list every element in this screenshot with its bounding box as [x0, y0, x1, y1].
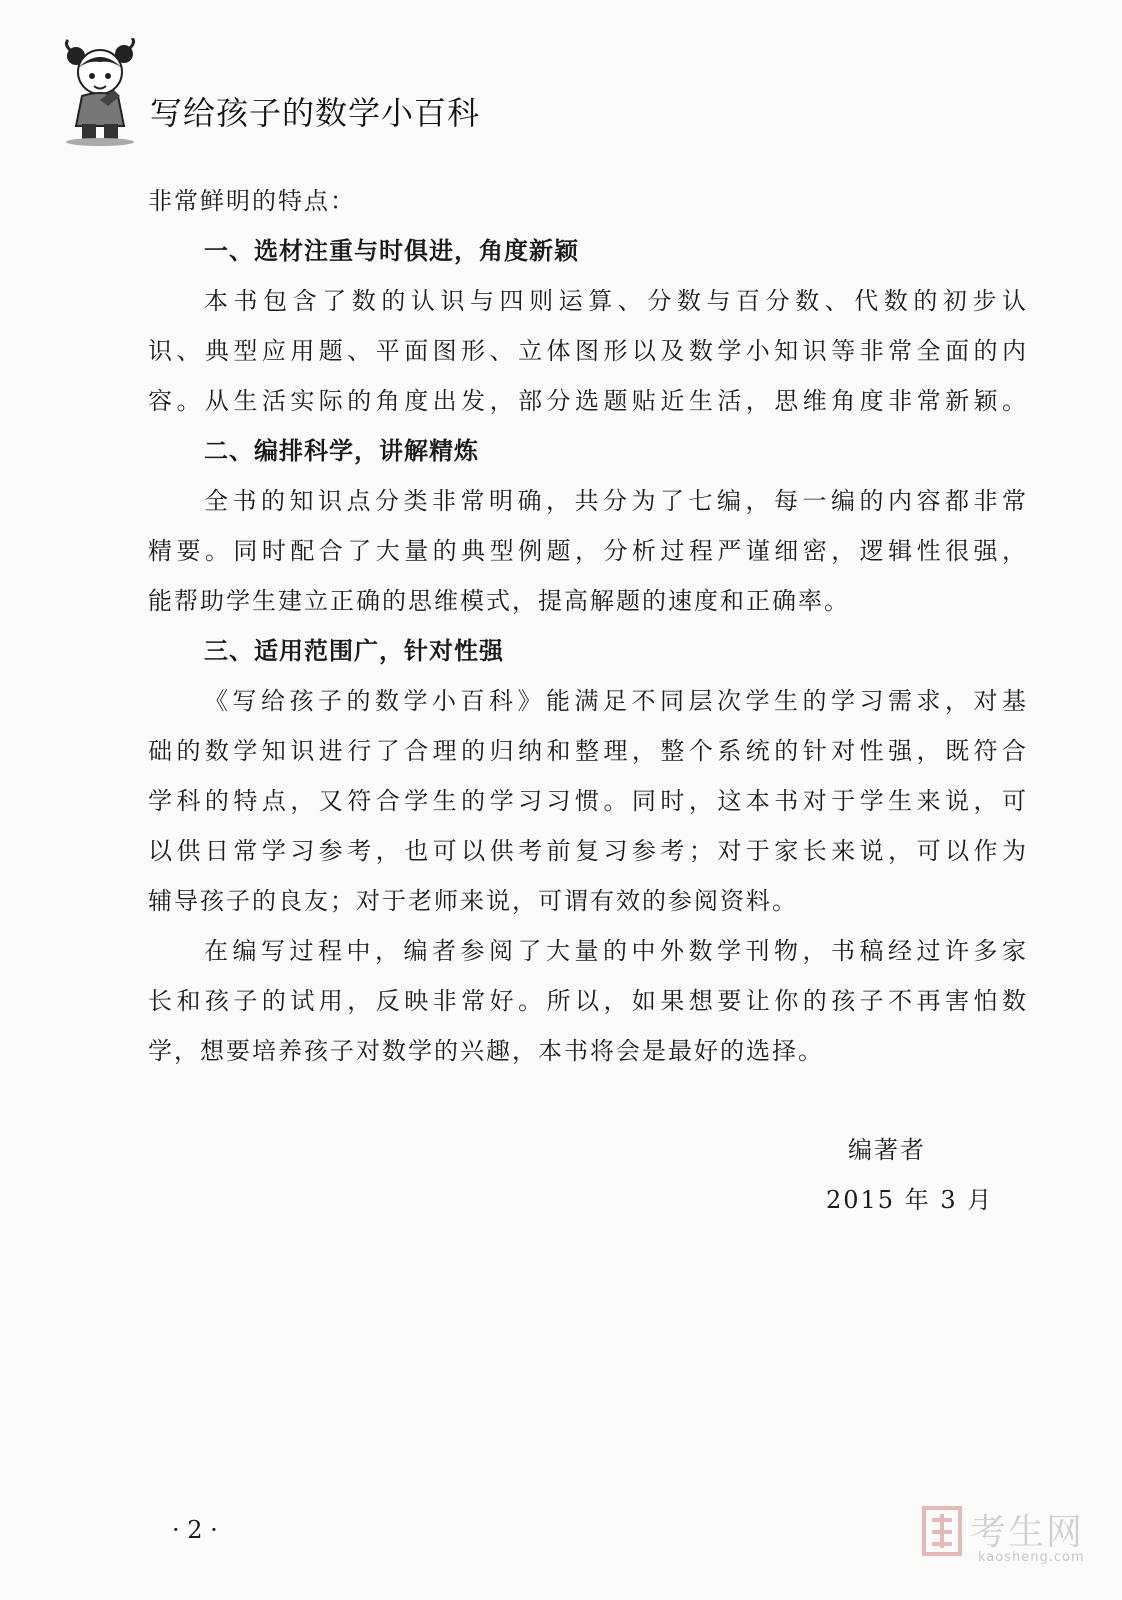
section-heading-3: 三、适用范围广，针对性强 — [204, 637, 504, 665]
section-3-line-5: 辅导孩子的良友；对于老师来说，可谓有效的参阅资料。 — [148, 887, 798, 915]
signature-date: 2015 年 3 月 — [826, 1186, 994, 1214]
section-2-line-1: 全书的知识点分类非常明确，共分为了七编，每一编的内容都非常 — [204, 487, 1028, 515]
intro-line: 非常鲜明的特点： — [148, 187, 356, 215]
girl-mascot-icon — [60, 38, 150, 146]
closing-line-1: 在编写过程中，编者参阅了大量的中外数学刊物，书稿经过许多家 — [204, 937, 1028, 965]
section-1-line-2: 识、典型应用题、平面图形、立体图形以及数学小知识等非常全面的内 — [148, 337, 1028, 365]
book-title: 写给孩子的数学小百科 — [150, 94, 481, 132]
closing-line-2: 长和孩子的试用，反映非常好。所以，如果想要让你的孩子不再害怕数 — [148, 987, 1028, 1015]
section-2-line-2: 精要。同时配合了大量的典型例题，分析过程严谨细密，逻辑性很强， — [148, 537, 1028, 565]
section-3-line-3: 学科的特点，又符合学生的学习习惯。同时，这本书对于学生来说，可 — [148, 787, 1028, 815]
section-3-line-1: 《写给孩子的数学小百科》能满足不同层次学生的学习需求，对基 — [204, 687, 1028, 715]
section-heading-2: 二、编排科学，讲解精炼 — [204, 437, 479, 465]
preface-body — [148, 176, 1028, 1076]
section-1-line-3: 容。从生活实际的角度出发，部分选题贴近生活，思维角度非常新颖。 — [148, 387, 1028, 415]
section-heading-1: 一、选材注重与时俱进，角度新颖 — [204, 237, 579, 265]
section-3-line-2: 础的数学知识进行了合理的归纳和整理，整个系统的针对性强，既符合 — [148, 737, 1028, 765]
section-1-line-1: 本书包含了数的认识与四则运算、分数与百分数、代数的初步认 — [204, 287, 1028, 315]
watermark-url: kaosheng.com — [978, 1550, 1085, 1565]
section-3-line-4: 以供日常学习参考，也可以供考前复习参考；对于家长来说，可以作为 — [148, 837, 1028, 865]
closing-line-3: 学，想要培养孩子对数学的兴趣，本书将会是最好的选择。 — [148, 1037, 824, 1065]
page-header — [60, 38, 580, 148]
author-signature: 编著者 — [848, 1136, 926, 1164]
watermark-logo-icon — [920, 1504, 964, 1558]
watermark-text: 考生网 — [970, 1512, 1085, 1553]
section-2-line-3: 能帮助学生建立正确的思维模式，提高解题的速度和正确率。 — [148, 587, 850, 615]
watermark — [920, 1500, 1100, 1570]
page-number: · 2 · — [172, 1516, 218, 1544]
